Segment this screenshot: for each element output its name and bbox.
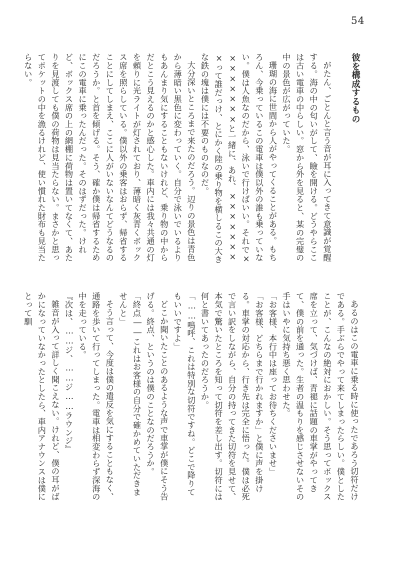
dialogue-line: 「終点――これはお客様の自分で確かめていただきませんと」 [118, 292, 143, 496]
page-number: 54 [351, 16, 365, 27]
dialogue-line: 「……鳴呼、これは特別な切符ですね。どこで降りてもいいですよ」 [173, 292, 197, 496]
lower-text-block [23, 292, 361, 504]
dialogue-line: 「お客様、本行中は座ってお待ちくださいませ」 [268, 292, 279, 476]
section-heading: 彼を構成するもの [350, 53, 360, 123]
paragraph: 雑音が入って詳しく聞こえない。けれど、僕の耳がばかになっていなかったとしたら、車内アナウンスは僕にとって馴 [23, 292, 61, 501]
paragraph: 珊瑚の海に世間から人がやってくることがある。もちろん、今乗っているこの電車は僕以外の誰も乗っていない。僕は人魚なのだから、泳いで行けばいい。それで××××××××と一緒に、あれ、××××××××って誰だっけ、とにかく陸の乗り物を横しるこの大きな鉄の塊は僕には不要のものなのだ。 [200, 53, 279, 264]
heading-gap [334, 53, 348, 268]
paragraph: そう言って、今度は僕の遣反を気にすることもなく、通路を歩いて行ってしまった。電車は相変わらず深海の中を走っている。 [78, 292, 116, 501]
paragraph: どこか聞いたことのあるような声で車掌が僕にそう告げる。終点、というのは僕のことなのだろうか。 [146, 292, 170, 501]
dialogue-line: 「お客様、どちらまで行かれますか」と僕に声を掛ける。車掌の対応から、行き先は完全に悟った。僕は必死で言い訳をしながら、自分の持ってきた切符を見せて、本気で驚いたところを知って切符を差し出す。切符には何と書いてあったのだろうか。 [200, 292, 265, 501]
paragraph: がたん、ごとんと言う音が耳に入ってきて意識が覚醒する。海の中の匂いがして、瞼を開ける。どうやらここは古い電車の中らしい。窓から外を見ると、某の完璧の中の景色が広がっていた。 [282, 53, 333, 262]
paragraph: 大分深いところまで来たのだろう。辺りの景色は青色から薄暗い黒色に変わっていく。自分で泳いでいるよりもあんまり気にすることもないけれど、乗り物の中からだとこう見えるのかと感心した。車内には我々共通の灯を頼りに光ライトが灯されており、薄暗く灰青くボックス席を照らしている。僕以外の乗客はおらず、帰省することにしてしまえ、ここに人がいないなんてどうなるのだろうか。と首を傾げる。そう、確か僕は帰省するためにこの電車に乗ったんだった。そのはずだった。けれど、ボックス席の上の網棚に荷物は置いてなくて、あたりを見渡しても僕の荷物は見当たらない。まさかと思ってポケットの中を漁るけれど、使い慣れた財布も見当たらない。 [23, 53, 197, 262]
announcement-line: 『次は、……ジ、……ジ……ラウンジ』 [64, 292, 75, 454]
upper-text-block [23, 53, 361, 268]
paragraph: あるのはこの電車に乗る時に使ったであろう切符だけである。手ぶらでやって来てしまったらしい。僕としたことが、こんなの絶対におかしい。そう思ってボックス席を立って、気づけば、青褪に話題の車掌がやってきて、僕の前を通った。生者の温もりを感じさせないその手はいやに気持ち悪く思わせた。 [282, 292, 360, 501]
